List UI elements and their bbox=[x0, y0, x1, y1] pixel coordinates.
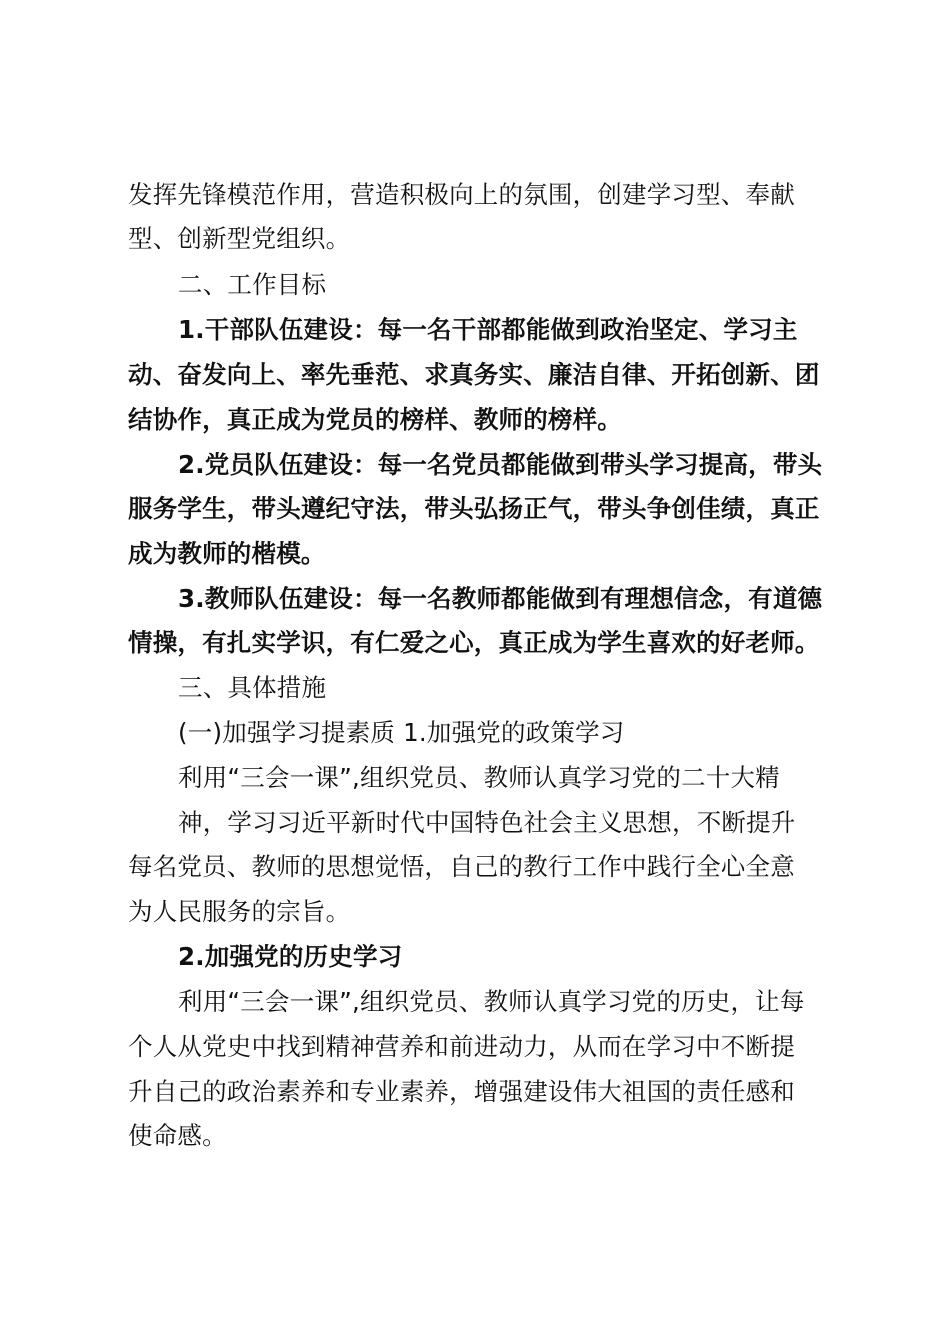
goal-item-1-cont: 结协作，真正成为党员的榜样、教师的榜样。 bbox=[128, 405, 622, 434]
goal-item-3: 3.教师队伍建设：每一名教师都能做到有理想信念，有道德 bbox=[178, 584, 823, 613]
goal-item-1: 1.干部队伍建设：每一名干部都能做到政治坚定、学习主 bbox=[178, 315, 798, 344]
goal-item-3-cont: 情操，有扎实学识，有仁爱之心，真正成为学生喜欢的好老师。 bbox=[128, 628, 820, 657]
paragraph-line: 利用“三会一课”,组织党员、教师认真学习党的历史，让每 bbox=[178, 987, 805, 1016]
paragraph-line: 升自己的政治素养和专业素养，增强建设伟大祖国的责任感和 bbox=[128, 1077, 795, 1106]
subsection-heading-history: 2.加强党的历史学习 bbox=[178, 942, 403, 971]
paragraph-line: 型、创新型党组织。 bbox=[128, 224, 351, 253]
goal-item-2-cont: 服务学生，带头遵纪守法，带头弘扬正气，带头争创佳绩，真正 bbox=[128, 494, 820, 523]
subsection-heading: (一)加强学习提素质 1.加强党的政策学习 bbox=[178, 718, 625, 747]
section-heading-measures: 三、具体措施 bbox=[178, 673, 327, 702]
goal-item-1-cont: 动、奋发向上、率先垂范、求真务实、廉洁自律、开拓创新、团 bbox=[128, 360, 820, 389]
paragraph-line: 发挥先锋模范作用，营造积极向上的氛围，创建学习型、奉献 bbox=[128, 180, 795, 209]
goal-item-2-cont: 成为教师的楷模。 bbox=[128, 539, 326, 568]
section-heading-goals: 二、工作目标 bbox=[178, 270, 327, 299]
paragraph-line: 每名党员、教师的思想觉悟，自己的教行工作中践行全心全意 bbox=[128, 852, 795, 881]
paragraph-line: 使命感。 bbox=[128, 1121, 227, 1150]
paragraph-line: 利用“三会一课”,组织党员、教师认真学习党的二十大精 bbox=[178, 763, 780, 792]
paragraph-line: 为人民服务的宗旨。 bbox=[128, 897, 351, 926]
goal-item-2: 2.党员队伍建设：每一名党员都能做到带头学习提高，带头 bbox=[178, 450, 823, 479]
paragraph-line: 神，学习习近平新时代中国特色社会主义思想，不断提升 bbox=[178, 808, 796, 837]
paragraph-line: 个人从党史中找到精神营养和前进动力，从而在学习中不断提 bbox=[128, 1032, 795, 1061]
